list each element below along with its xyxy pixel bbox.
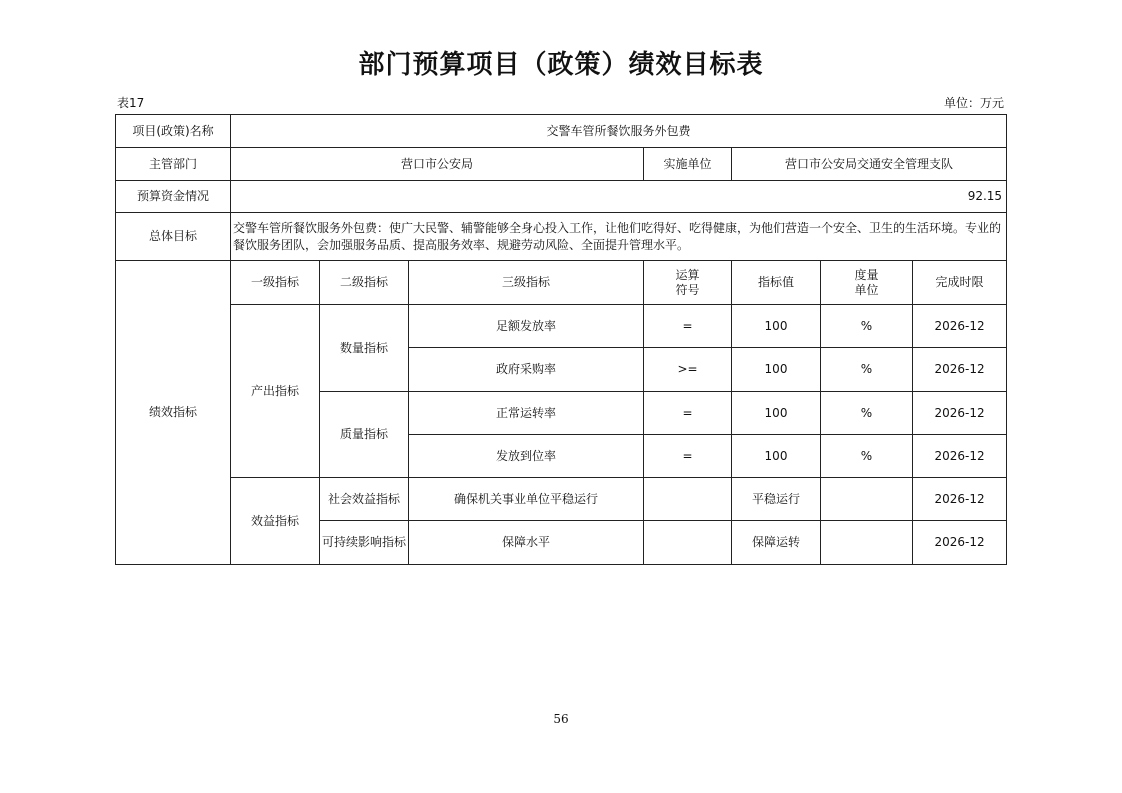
implementer-value: 营口市公安局交通安全管理支队 [732,148,1007,181]
indicator-deadline: 2026-12 [913,305,1007,348]
group-social: 社会效益指标 [320,478,409,521]
header-target: 指标值 [732,261,821,305]
implementer-label: 实施单位 [644,148,732,181]
table-row [116,305,1007,348]
page-number: 56 [553,712,569,726]
group-sustain: 可持续影响指标 [320,521,409,565]
indicator-deadline: 2026-12 [913,348,1007,392]
indicator-name: 发放到位率 [409,435,644,478]
department-label: 主管部门 [116,148,231,181]
indicator-value: 100 [732,435,821,478]
budget-label: 预算资金情况 [116,181,231,213]
project-name-value: 交警车管所餐饮服务外包费 [231,115,1007,148]
header-deadline: 完成时限 [913,261,1007,305]
goal-value: 交警车管所餐饮服务外包费：使广大民警、辅警能够全身心投入工作，让他们吃得好、吃得健康，为他们营造一个安全、卫生的生活环境。专业的餐饮服务团队，会加强服务品质、提高服务效率、规避劳动风险、全面提升管理水平。 [231,213,1007,261]
indicator-value: 100 [732,392,821,435]
indicator-operator [644,478,732,521]
indicator-value: 100 [732,305,821,348]
header-operator: 运算 符号 [644,261,732,305]
page-title: 部门预算项目（政策）绩效目标表 [358,50,764,80]
project-name-label: 项目(政策)名称 [116,115,231,148]
indicator-deadline: 2026-12 [913,392,1007,435]
performance-table [115,114,1007,565]
indicator-name: 足额发放率 [409,305,644,348]
indicator-name: 正常运转率 [409,392,644,435]
indicator-operator: >= [644,348,732,392]
indicator-operator: = [644,435,732,478]
indicator-deadline: 2026-12 [913,521,1007,565]
header-level2: 二级指标 [320,261,409,305]
indicator-operator [644,521,732,565]
table-row [116,478,1007,521]
indicator-unit: % [821,348,913,392]
indicator-unit [821,478,913,521]
indicator-value: 100 [732,348,821,392]
indicator-operator: = [644,305,732,348]
header-level3: 三级指标 [409,261,644,305]
table-number: 表17 [117,96,145,110]
header-level1: 一级指标 [231,261,320,305]
goal-label: 总体目标 [116,213,231,261]
indicator-operator: = [644,392,732,435]
group-output: 产出指标 [231,305,320,478]
group-quality: 质量指标 [320,392,409,478]
indicator-value: 平稳运行 [732,478,821,521]
indicator-deadline: 2026-12 [913,478,1007,521]
indicator-unit [821,521,913,565]
header-measure: 度量 单位 [821,261,913,305]
indicator-unit: % [821,305,913,348]
indicator-name: 保障水平 [409,521,644,565]
indicator-unit: % [821,392,913,435]
unit-label: 单位：万元 [943,96,1004,110]
indicator-name: 政府采购率 [409,348,644,392]
indicator-value: 保障运转 [732,521,821,565]
group-benefit: 效益指标 [231,478,320,565]
indicator-name: 确保机关事业单位平稳运行 [409,478,644,521]
performance-label: 绩效指标 [116,261,231,565]
group-quantity: 数量指标 [320,305,409,392]
indicator-unit: % [821,435,913,478]
indicator-deadline: 2026-12 [913,435,1007,478]
department-value: 营口市公安局 [231,148,644,181]
budget-value: 92.15 [231,181,1007,213]
